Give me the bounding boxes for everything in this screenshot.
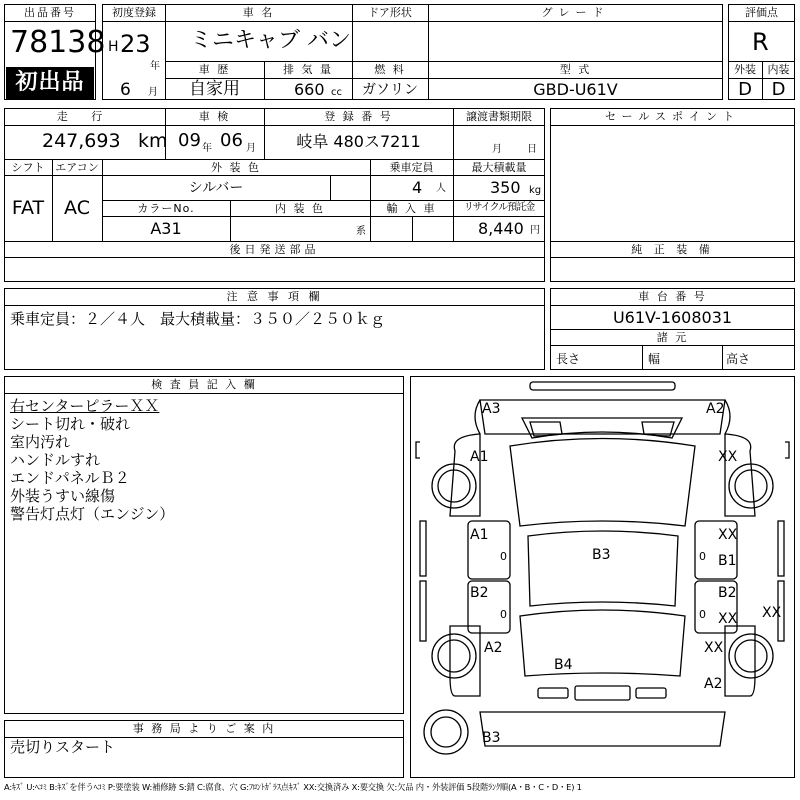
score-label: 評価点 [745,6,778,19]
import-label: 輸 入 車 [386,202,437,215]
ext-color-label: 外 装 色 [211,161,261,174]
mark-rear-fender-left: A2 [484,640,503,656]
ac-label: エアコン [55,161,99,174]
history-value: 自家用 [189,79,240,99]
recycle-label: リサイクル預託金 [463,202,535,213]
notes-label: 注 意 事 項 欄 [226,290,323,303]
ext-color-value: シルバー [188,180,244,196]
sales-point-label: セールスポイント [604,110,740,123]
mark-rear-door-right-2: XX [718,611,738,627]
later-parts-label: 後日発送部品 [229,243,320,256]
recycle-unit: 円 [530,225,540,236]
mark-front-fender-right: XX [718,449,738,465]
car-name-label: 車 名 [242,6,275,19]
mark-front-left: A3 [482,401,501,417]
transfer-day: 日 [527,144,537,155]
reg-no-label: 登 録 番 号 [324,110,393,123]
first-listing-stamp: 初出品 [6,67,94,99]
mark-front-fender-left: A1 [470,449,489,465]
mark-rear-panel: B4 [554,657,573,673]
chassis-label: 車 台 番 号 [638,290,707,303]
mark-zero: 0 [500,608,507,621]
mark-zero: 0 [500,550,507,563]
inspector-line: ハンドルすれ [10,451,101,469]
score-value: R [752,28,769,56]
shift-label: シフト [11,161,45,174]
transfer-month: 月 [492,144,502,155]
recycle-value: 8,440 [478,219,524,238]
displacement-label: 排 気 量 [283,63,333,76]
inspector-line: 室内汚れ [10,433,71,451]
mark-front-right: A2 [706,401,725,417]
era: H [108,39,119,55]
shift-value: FAT [11,197,45,219]
insp-year-unit: 年 [202,143,212,154]
color-no-label: カラーNo. [137,202,195,215]
notes-text: 乗車定員：２／４人 最大積載量：３５０／２５０ｋｇ [10,310,386,328]
month-unit: 月 [148,87,158,98]
chassis-value: U61V-1608031 [612,308,733,327]
mark-rear-right: A2 [704,676,723,692]
office-text: 売切りスタート [10,738,116,756]
displacement-unit: cc [331,87,342,98]
height-label: 高さ [726,352,751,366]
inspector-line: 警告灯点灯（エンジン） [10,505,175,523]
mark-front-door-left: A1 [470,527,489,543]
inspection-year: 09 [178,130,201,151]
mileage-value: 247,693 [42,130,121,152]
mark-zero: 0 [699,608,706,621]
color-no-value: A31 [150,219,182,238]
mark-pillar-right: XX [762,605,782,621]
int-score: D [771,79,786,100]
history-label: 車 歴 [198,63,231,76]
grade-label: グレード [541,6,610,19]
lot-number-label: 出品番号 [24,6,76,19]
inspector-label: 検 査 員 記 入 欄 [151,378,257,391]
capacity-label: 乗車定員 [389,161,434,174]
door-label: ドア形状 [368,6,412,19]
int-score-label: 内装 [767,63,790,76]
length-label: 長さ [556,352,581,366]
ext-score: D [738,79,752,100]
ac-value: AC [64,197,90,219]
dims-label: 諸 元 [656,331,689,344]
legend: A:ｷｽﾞ U:ﾍｺﾐ B:ｷｽﾞを伴うﾍｺﾐ P:要塗装 W:補修跡 S:錆 C:腐食、穴 G:ﾌﾛﾝﾄｶﾞﾗｽ点ｷｽﾞ XX:交換済み X:要交換 欠:欠品 内・外装評価 5段階ﾗﾝｸ順(A・B・C・D・E) 1 [4,782,582,792]
max-load-value: 350 [490,178,521,197]
car-name: ミニキャブ バン [190,28,351,53]
transfer-label: 譲渡書類期限 [466,110,532,123]
mark-roof: B3 [592,547,611,563]
inspector-notes [10,397,174,523]
first-reg-month: 6 [120,80,131,100]
ext-score-label: 外装 [734,63,756,76]
mark-rear-fender-right: XX [704,640,724,656]
mark-front-door-right: XX [718,527,738,543]
office-label: 事 務 局 よ り ご 案 内 [132,722,276,735]
model-label: 型 式 [559,63,592,76]
first-reg-year: 23 [120,30,151,58]
genuine-equipment-label: 純 正 装 備 [631,243,714,256]
inspector-line: シート切れ・破れ [10,415,131,433]
inspector-line: 外装うすい線傷 [10,487,116,505]
mark-zero: 0 [699,550,706,563]
mark-rear-door-left: B2 [470,585,489,601]
int-color-unit: 系 [356,226,366,237]
fuel-value: ガソリン [362,82,418,98]
lot-number: 78138 [10,25,106,60]
insp-month-unit: 月 [246,143,256,154]
width-label: 幅 [648,352,661,366]
inspector-line: エンドパネルＢ２ [10,469,130,487]
mileage-unit: km [138,130,168,152]
int-color-label: 内 装 色 [275,202,325,215]
mileage-label: 走 行 [56,110,113,123]
inspection-month: 06 [220,130,243,151]
mark-front-door-right-2: B1 [718,553,737,569]
displacement-value: 660 [294,80,325,99]
fuel-label: 燃 料 [374,63,406,76]
model-value: GBD-U61V [533,80,618,99]
mark-rear-bumper: B3 [482,730,501,746]
reg-no: 岐阜 480ス7211 [296,132,421,151]
max-load-label: 最大積載量 [471,161,527,174]
inspection-label: 車 検 [198,110,231,123]
year-unit: 年 [150,61,160,72]
capacity-value: 4 [412,178,423,197]
mark-rear-door-right: B2 [718,585,737,601]
first-reg-label: 初度登録 [112,6,156,19]
inspector-line: 右センターピラーＸＸ [10,397,160,415]
capacity-unit: 人 [436,183,446,194]
car-outline [410,376,795,778]
max-load-unit: kg [529,185,542,196]
